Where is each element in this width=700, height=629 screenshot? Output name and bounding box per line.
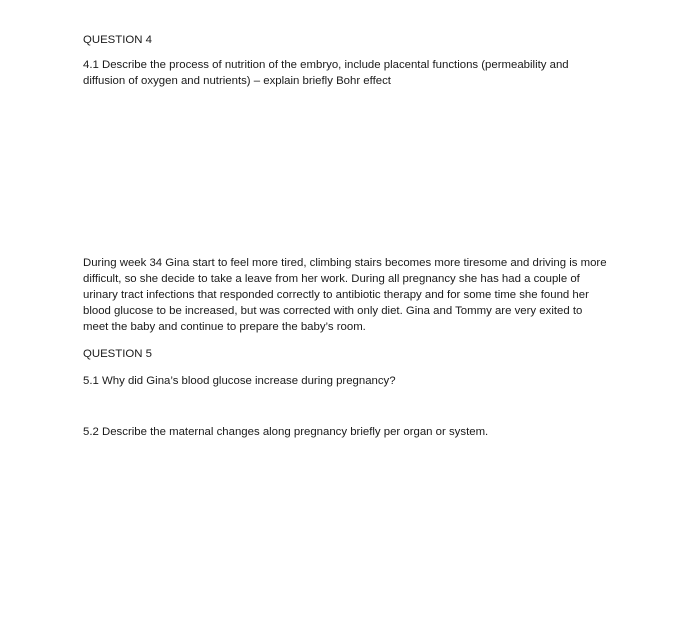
scenario-line: urinary tract infections that responded correctly to antibiotic therapy and for some time she found her [83,289,589,301]
question-4-1-line: 4.1 Describe the process of nutrition of the embryo, include placental functions (permeability and [83,59,569,71]
question-4-heading: QUESTION 4 [83,34,152,46]
scenario-line: meet the baby and continue to prepare the baby’s room. [83,321,366,333]
question-4-1-text [83,57,623,89]
scenario-line: blood glucose to be increased, but was corrected with only diet. Gina and Tommy are very exited to [83,305,583,317]
question-5-heading: QUESTION 5 [83,348,152,360]
case-scenario-paragraph [83,255,623,335]
question-5-2-text: 5.2 Describe the maternal changes along pregnancy briefly per organ or system. [83,426,489,438]
scenario-line: difficult, so she decide to take a leave from her work. During all pregnancy she has had a couple of [83,273,580,285]
question-4-1-line: diffusion of oxygen and nutrients) – explain briefly Bohr effect [83,75,391,87]
question-5-1-text: 5.1 Why did Gina’s blood glucose increase during pregnancy? [83,375,396,387]
scenario-line: During week 34 Gina start to feel more tired, climbing stairs becomes more tiresome and driving is more [83,257,607,269]
